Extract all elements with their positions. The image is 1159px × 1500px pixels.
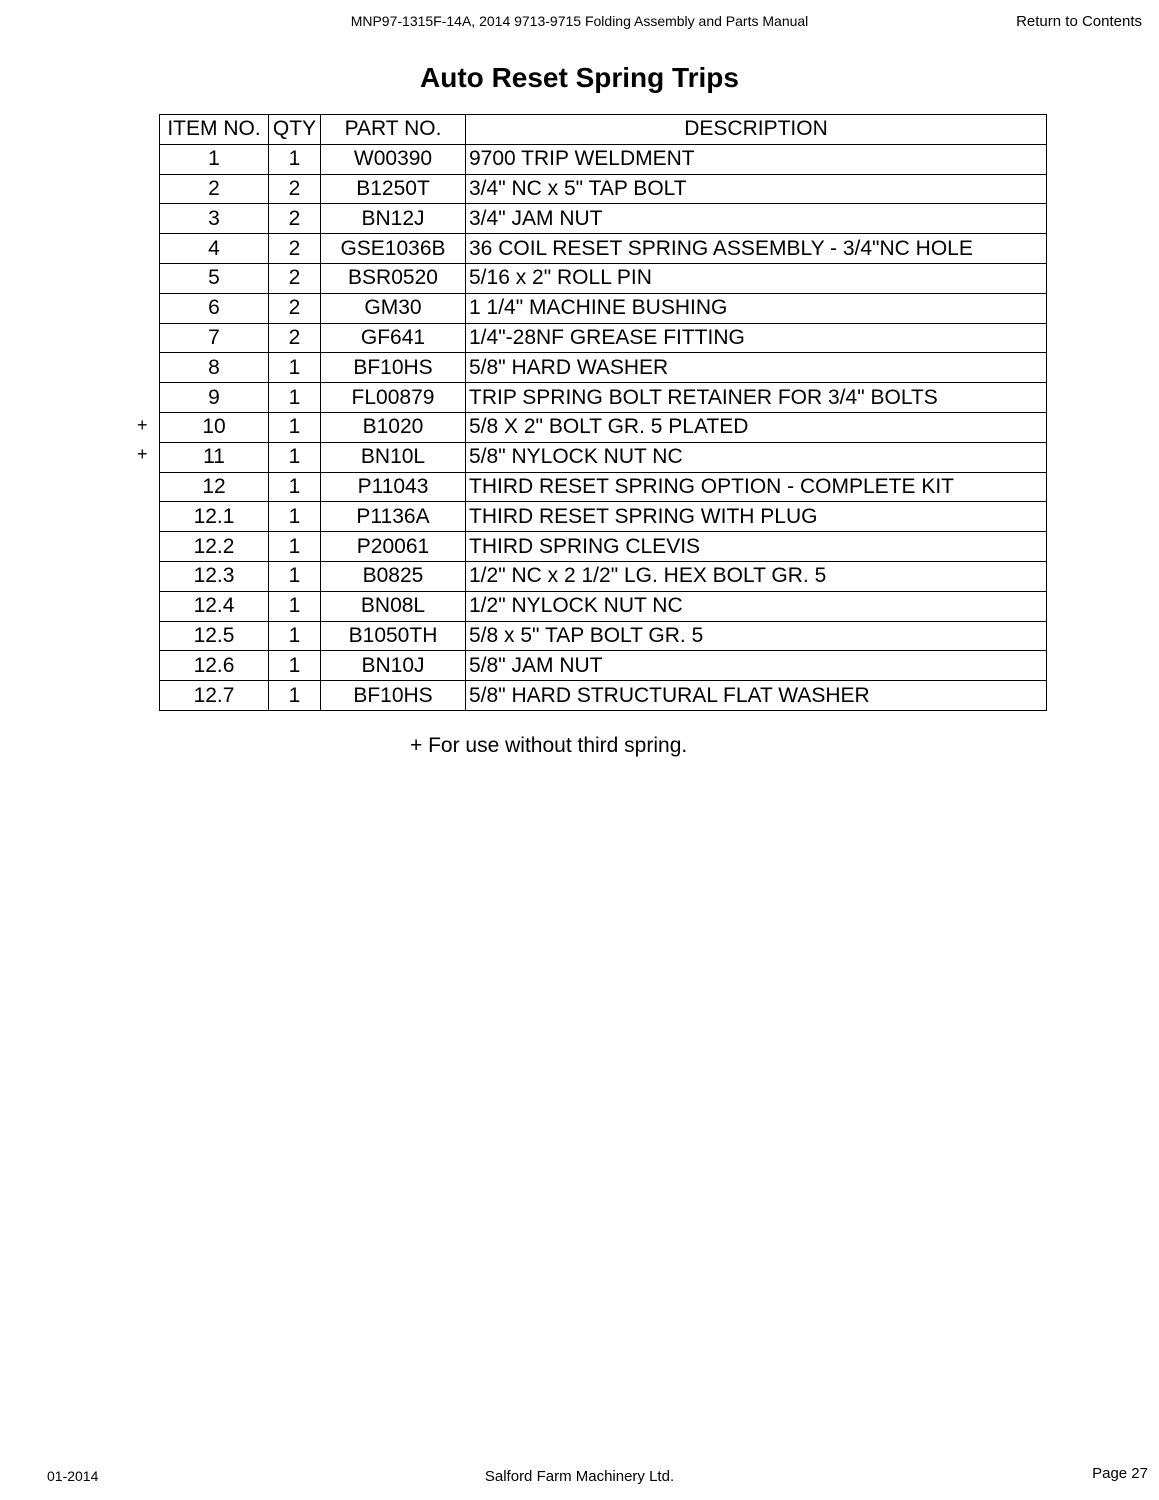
qty-cell: 1 [269, 412, 321, 442]
item-no-cell: 11 [160, 442, 269, 472]
part-no-cell: BF10HS [321, 353, 466, 383]
row-marker: + [137, 414, 148, 435]
table-row [160, 442, 1047, 472]
table-row [160, 204, 1047, 234]
table-row [160, 383, 1047, 413]
item-no-cell: 12 [160, 472, 269, 502]
part-no-cell: P20061 [321, 532, 466, 562]
parts-table [159, 114, 1047, 711]
footnote: + For use without third spring. [410, 734, 688, 757]
part-no-cell: BN08L [321, 591, 466, 621]
qty-cell: 2 [269, 204, 321, 234]
part-no-cell: BN12J [321, 204, 466, 234]
qty-cell: 1 [269, 144, 321, 174]
qty-cell: 1 [269, 532, 321, 562]
part-no-cell: GSE1036B [321, 234, 466, 264]
description-cell: 1 1/4" MACHINE BUSHING [466, 293, 1047, 323]
table-row [160, 323, 1047, 353]
table-row [160, 412, 1047, 442]
table-row [160, 353, 1047, 383]
row-marker: + [137, 444, 148, 465]
item-no-cell: 1 [160, 144, 269, 174]
qty-cell: 2 [269, 234, 321, 264]
description-cell: 1/2" NYLOCK NUT NC [466, 591, 1047, 621]
qty-cell: 2 [269, 293, 321, 323]
part-no-cell: FL00879 [321, 383, 466, 413]
description-cell: 5/8" HARD STRUCTURAL FLAT WASHER [466, 681, 1047, 711]
table-row [160, 472, 1047, 502]
description-cell: THIRD RESET SPRING WITH PLUG [466, 502, 1047, 532]
description-cell: 1/4"-28NF GREASE FITTING [466, 323, 1047, 353]
return-to-contents-link[interactable]: Return to Contents [1016, 13, 1142, 30]
page-title: Auto Reset Spring Trips [420, 62, 739, 93]
column-header-description: DESCRIPTION [466, 115, 1047, 145]
column-header-qty: QTY [269, 115, 321, 145]
description-cell: THIRD SPRING CLEVIS [466, 532, 1047, 562]
description-cell: 1/2" NC x 2 1/2" LG. HEX BOLT GR. 5 [466, 561, 1047, 591]
part-no-cell: BN10J [321, 651, 466, 681]
part-no-cell: BF10HS [321, 681, 466, 711]
item-no-cell: 2 [160, 174, 269, 204]
part-no-cell: B0825 [321, 561, 466, 591]
qty-cell: 2 [269, 174, 321, 204]
qty-cell: 1 [269, 472, 321, 502]
qty-cell: 1 [269, 621, 321, 651]
table-row [160, 591, 1047, 621]
parts-table-body [160, 144, 1047, 710]
table-header-row [160, 115, 1047, 145]
part-no-cell: B1020 [321, 412, 466, 442]
part-no-cell: B1250T [321, 174, 466, 204]
part-no-cell: BN10L [321, 442, 466, 472]
part-no-cell: GF641 [321, 323, 466, 353]
qty-cell: 1 [269, 442, 321, 472]
table-row [160, 293, 1047, 323]
table-row [160, 502, 1047, 532]
part-no-cell: GM30 [321, 293, 466, 323]
item-no-cell: 12.3 [160, 561, 269, 591]
item-no-cell: 12.1 [160, 502, 269, 532]
item-no-cell: 12.7 [160, 681, 269, 711]
part-no-cell: P1136A [321, 502, 466, 532]
column-header-item-no: ITEM NO. [160, 115, 269, 145]
description-cell: 5/8 x 5" TAP BOLT GR. 5 [466, 621, 1047, 651]
table-row [160, 532, 1047, 562]
description-cell: 5/8" NYLOCK NUT NC [466, 442, 1047, 472]
description-cell: 3/4" NC x 5" TAP BOLT [466, 174, 1047, 204]
item-no-cell: 12.2 [160, 532, 269, 562]
column-header-part-no: PART NO. [321, 115, 466, 145]
description-cell: 36 COIL RESET SPRING ASSEMBLY - 3/4"NC HOLE [466, 234, 1047, 264]
description-cell: 5/8" HARD WASHER [466, 353, 1047, 383]
footer-company: Salford Farm Machinery Ltd. [484, 1468, 675, 1485]
qty-cell: 2 [269, 323, 321, 353]
document-title: MNP97-1315F-14A, 2014 9713-9715 Folding Assembly and Parts Manual [350, 13, 809, 29]
item-no-cell: 8 [160, 353, 269, 383]
description-cell: TRIP SPRING BOLT RETAINER FOR 3/4" BOLTS [466, 383, 1047, 413]
table-row [160, 234, 1047, 264]
item-no-cell: 4 [160, 234, 269, 264]
description-cell: 3/4" JAM NUT [466, 204, 1047, 234]
description-cell: 5/8 X 2" BOLT GR. 5 PLATED [466, 412, 1047, 442]
qty-cell: 1 [269, 651, 321, 681]
table-row [160, 621, 1047, 651]
description-cell: 9700 TRIP WELDMENT [466, 144, 1047, 174]
description-cell: THIRD RESET SPRING OPTION - COMPLETE KIT [466, 472, 1047, 502]
table-row [160, 651, 1047, 681]
qty-cell: 1 [269, 383, 321, 413]
qty-cell: 2 [269, 263, 321, 293]
item-no-cell: 3 [160, 204, 269, 234]
part-no-cell: P11043 [321, 472, 466, 502]
part-no-cell: B1050TH [321, 621, 466, 651]
description-cell: 5/16 x 2" ROLL PIN [466, 263, 1047, 293]
qty-cell: 1 [269, 561, 321, 591]
footer-date: 01-2014 [47, 1468, 99, 1484]
table-row [160, 263, 1047, 293]
table-row [160, 144, 1047, 174]
qty-cell: 1 [269, 502, 321, 532]
item-no-cell: 10 [160, 412, 269, 442]
qty-cell: 1 [269, 681, 321, 711]
item-no-cell: 12.5 [160, 621, 269, 651]
item-no-cell: 12.4 [160, 591, 269, 621]
item-no-cell: 6 [160, 293, 269, 323]
qty-cell: 1 [269, 353, 321, 383]
item-no-cell: 12.6 [160, 651, 269, 681]
table-row [160, 561, 1047, 591]
table-row [160, 681, 1047, 711]
item-no-cell: 9 [160, 383, 269, 413]
item-no-cell: 5 [160, 263, 269, 293]
footer-page-number: Page 27 [1092, 1465, 1148, 1482]
qty-cell: 1 [269, 591, 321, 621]
part-no-cell: W00390 [321, 144, 466, 174]
table-row [160, 174, 1047, 204]
description-cell: 5/8" JAM NUT [466, 651, 1047, 681]
part-no-cell: BSR0520 [321, 263, 466, 293]
item-no-cell: 7 [160, 323, 269, 353]
